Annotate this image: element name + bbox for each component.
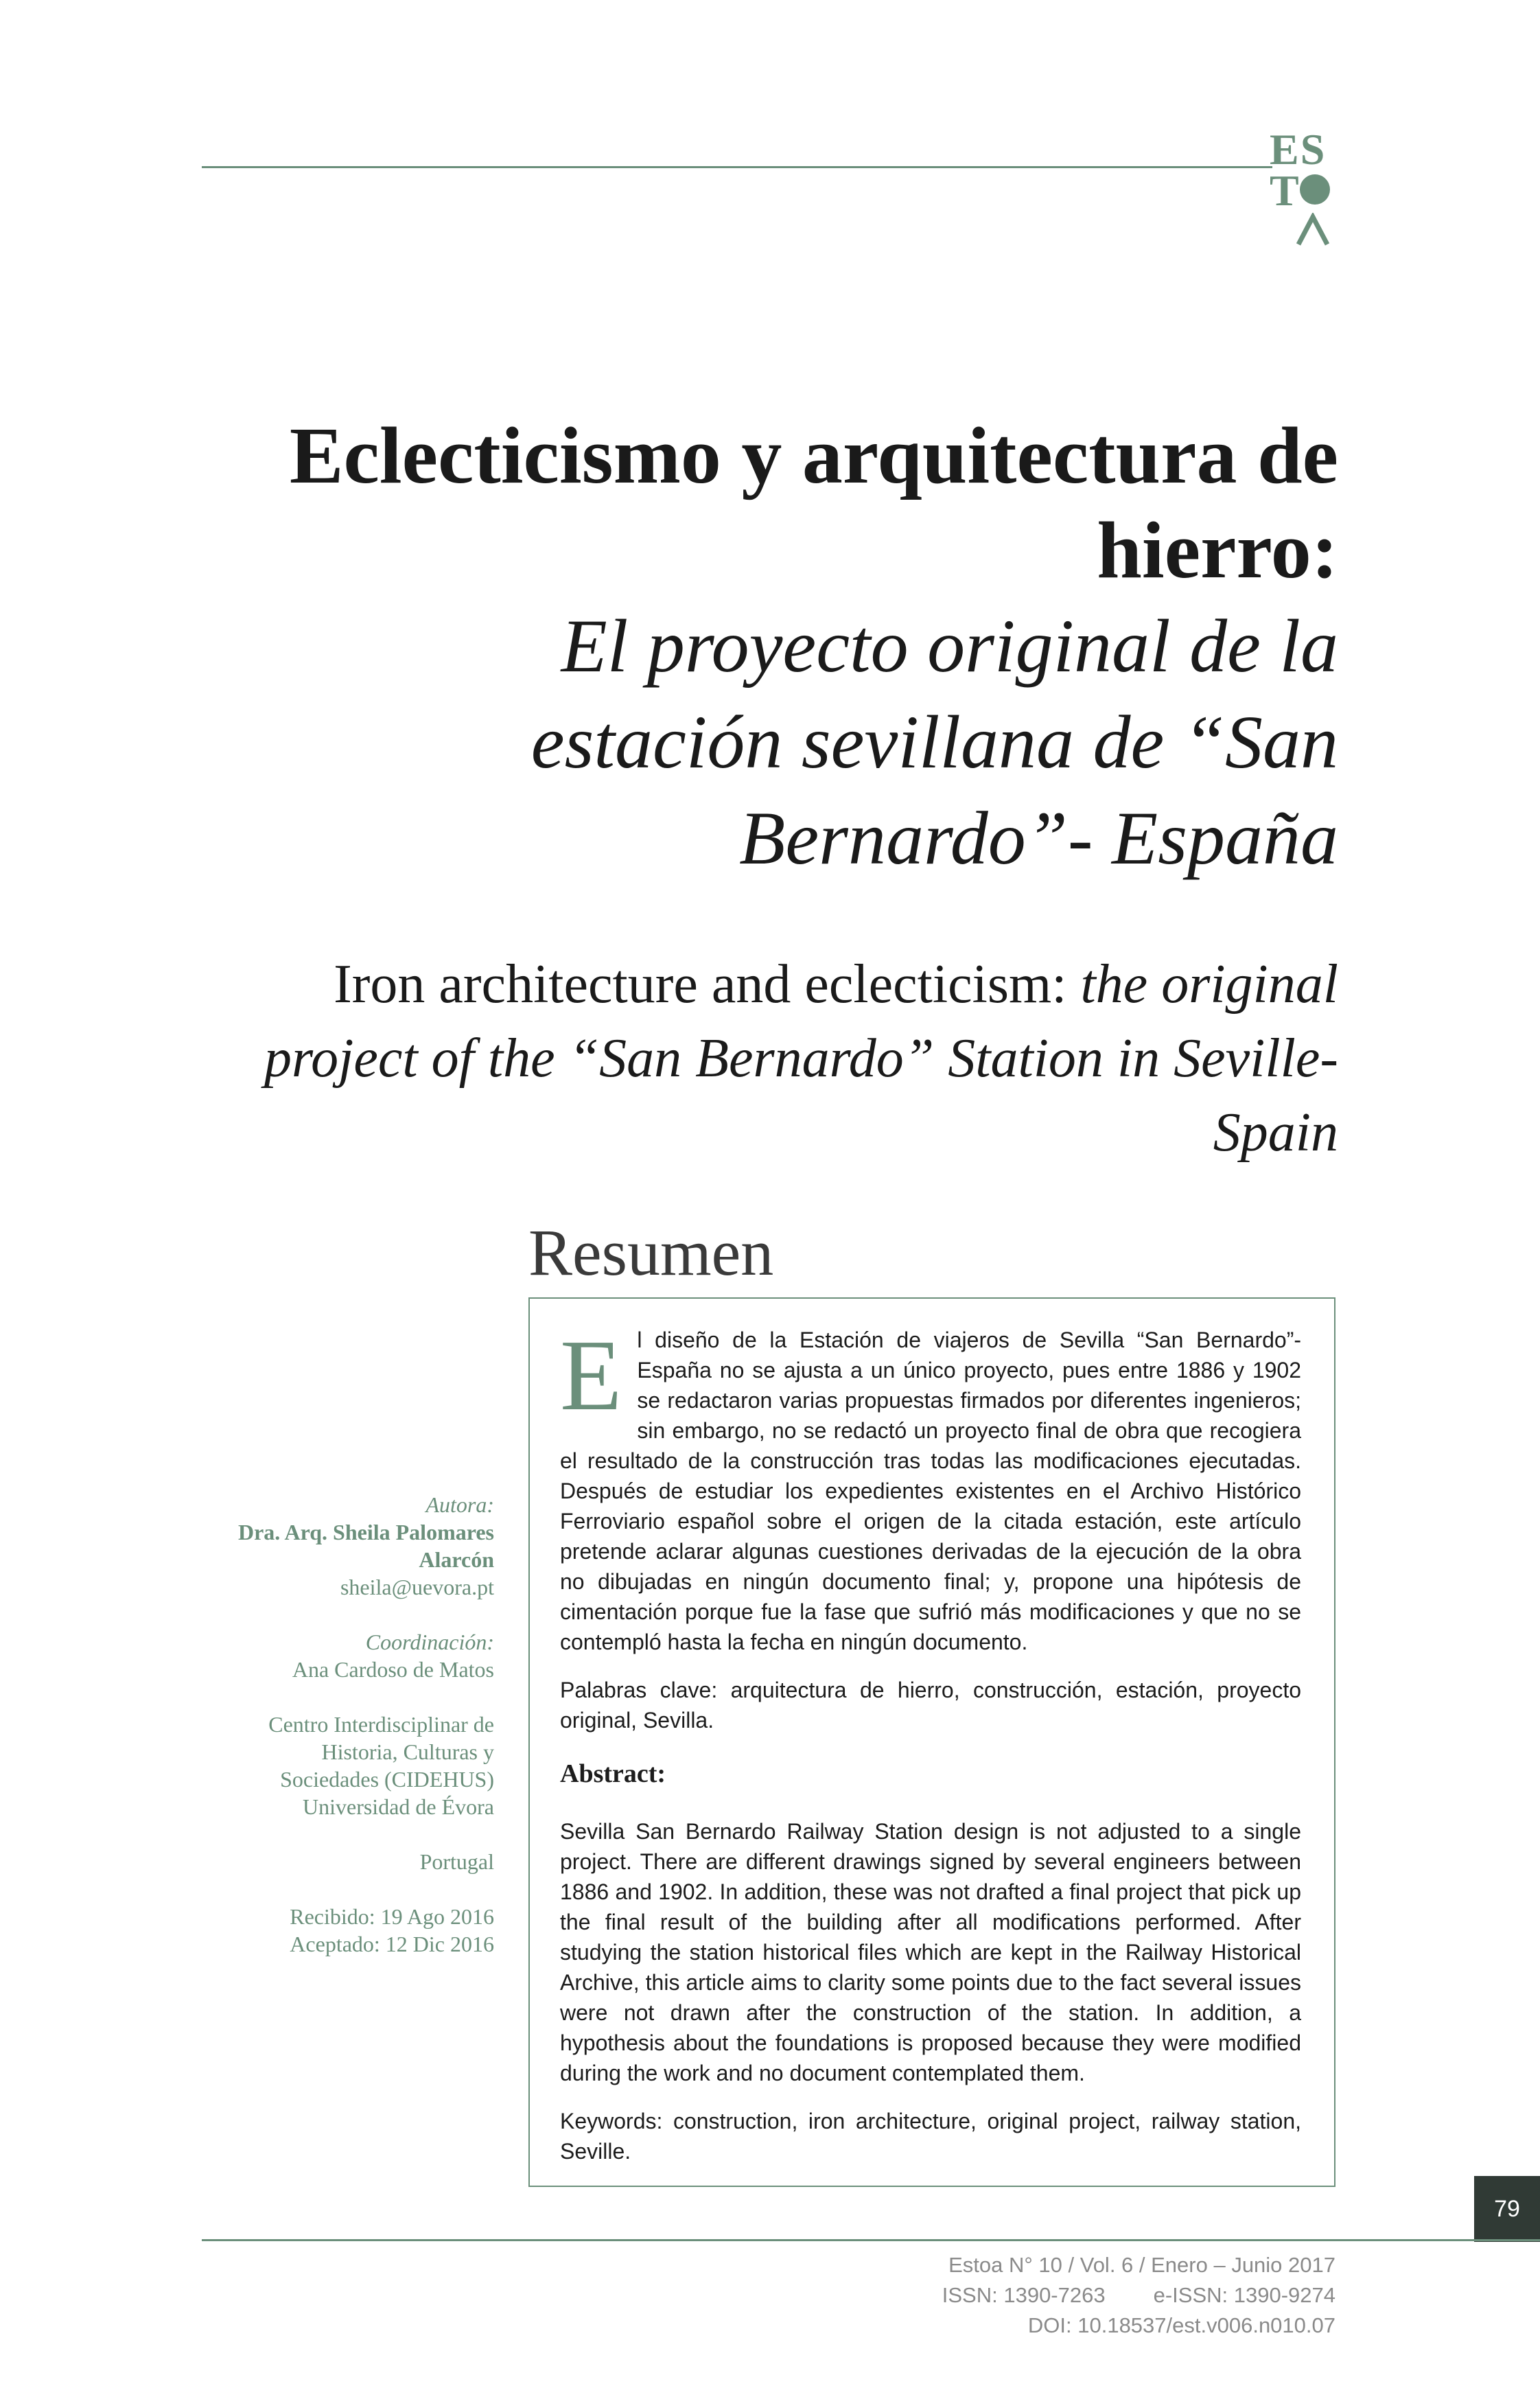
resumen-heading: Resumen: [528, 1216, 774, 1289]
doi: DOI: 10.18537/est.v006.n010.07: [1027, 2313, 1335, 2337]
palabras-clave: [560, 1675, 1301, 1735]
keywords-text: construction, iron architecture, original project, railway station, Seville.: [560, 2109, 1301, 2164]
institution-line: Sociedades (CIDEHUS): [280, 1767, 494, 1792]
abstract-paragraph: Sevilla San Bernardo Railway Station design is not adjusted to a single project. There are different drawings signed by several engineers between 1886 and 1902. In addition, these was not drafted a final project that pick up the final result of the building after all modifications performed. After studying the station historical files which are kept in the Railway Historical Archive, this article aims to clarity some points due to the fact several issues were not drawn after the construction of the station. In addition, a hypothesis about the foundations is proposed because they were modified during the work and no document contemplated them.: [560, 1819, 1301, 2085]
header-rule: [202, 166, 1272, 168]
english-title-regular: Iron architecture and eclecticism:: [334, 954, 1081, 1015]
title-main: [240, 408, 1338, 598]
english-title-line: Spain: [1213, 1102, 1338, 1163]
logo-text-a: [1296, 213, 1330, 254]
abstract-heading: Abstract:: [560, 1759, 666, 1788]
coordination-name: Ana Cardoso de Matos: [292, 1657, 494, 1682]
english-title-italic: the original: [1080, 954, 1338, 1015]
eissn: e-ISSN: 1390-9274: [1153, 2283, 1335, 2307]
journal-info: Estoa N° 10 / Vol. 6 / Enero – Junio 2017: [948, 2253, 1335, 2277]
resumen-paragraph: [560, 1319, 1301, 1657]
coordination-label: Coordinación:: [365, 1630, 494, 1654]
estoa-logo: [1268, 125, 1337, 251]
received-date: Recibido: 19 Ago 2016: [290, 1904, 494, 1929]
drop-cap: E: [560, 1319, 622, 1432]
logo-inverted-v-icon: [1296, 213, 1330, 247]
author-name: Dra. Arq. Sheila Palomares: [237, 1520, 494, 1544]
journal-footer: [942, 2250, 1335, 2341]
author-email: sheila@uevora.pt: [340, 1575, 494, 1599]
logo-dot-icon: [1300, 174, 1330, 205]
author-name: Alarcón: [419, 1547, 494, 1572]
title-sub-line: estación sevillana de “San: [530, 700, 1338, 784]
issn-line: [942, 2280, 1335, 2311]
country: Portugal: [419, 1849, 494, 1874]
resumen-text: l diseño de la Estación de viajeros de Sevilla “San Bernardo”-España no se ajusta a un único proyecto, pues entre 1886 y 1902 se redactaron varias propuestas firmados por diferentes ingenieros; sin embargo, no se redactó un proyecto final de obra que recogiera el resultado de la construcción tras todas las modificaciones ejecutadas. Después de estudiar los expedientes existentes en el Archivo Histórico Ferroviario español sobre el origen de la citada estación, este artículo pretende aclarar algunas cuestiones derivadas de la ejecución de la obra no dibujadas en ningún documento final; y, propone una hipótesis de cimentación porque fue la fase que sufrió más modificaciones y que no se contempló hasta la fecha en ningún documento.: [560, 1328, 1301, 1654]
palabras-clave-label: Palabras clave:: [560, 1678, 718, 1702]
accepted-date: Aceptado: 12 Dic 2016: [290, 1932, 494, 1956]
author-sidebar: [202, 1491, 494, 1958]
palabras-clave-text: arquitectura de hierro, construcción, estación, proyecto original, Sevilla.: [560, 1678, 1302, 1733]
title-subtitle: [240, 598, 1338, 886]
english-title-line: [172, 947, 1338, 1021]
author-label: Autora:: [425, 1492, 494, 1517]
title-sub-line: Bernardo”- España: [739, 796, 1338, 880]
keywords: [560, 2106, 1301, 2166]
title-sub-line: El proyecto original de la: [561, 604, 1338, 688]
english-title-line: project of the “San Bernardo” Station in Seville-: [264, 1028, 1338, 1089]
logo-text-es: ES: [1270, 125, 1327, 174]
english-title: [172, 947, 1338, 1170]
issn: ISSN: 1390-7263: [942, 2283, 1106, 2307]
title-main-line: hierro:: [1097, 505, 1338, 595]
article-title: [240, 408, 1338, 886]
page-number: 79: [1474, 2176, 1540, 2242]
institution-line: Universidad de Évora: [302, 1794, 494, 1819]
institution-line: Historia, Culturas y: [321, 1739, 494, 1764]
footer-rule: [202, 2239, 1540, 2241]
title-main-line: Eclecticismo y arquitectura de: [289, 410, 1338, 500]
abstract-box: [528, 1297, 1335, 2187]
institution-line: Centro Interdisciplinar de: [268, 1712, 494, 1737]
logo-text-t: T: [1270, 166, 1299, 215]
keywords-label: Keywords:: [560, 2109, 663, 2133]
